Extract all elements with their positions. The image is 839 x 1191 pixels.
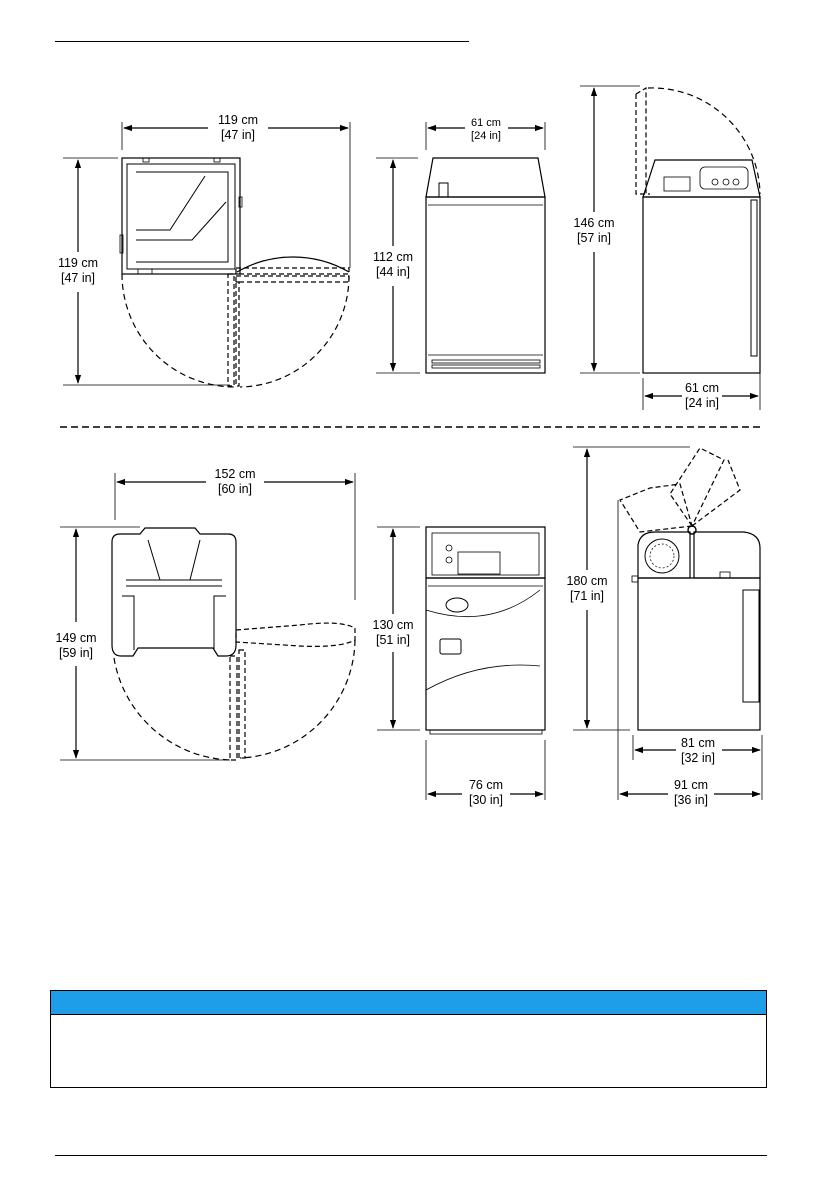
side-view-height-in: [57 in] <box>576 231 612 245</box>
front-view-large <box>377 527 545 800</box>
top-view-small <box>60 122 350 387</box>
top-view-large-depth-cm: 149 cm <box>55 631 97 645</box>
notice-header-bar <box>51 991 766 1015</box>
top-view-large-depth-in: [59 in] <box>58 646 94 660</box>
side-view-small <box>580 86 760 410</box>
front-view-large-width-in: [30 in] <box>468 793 504 807</box>
front-view-height-in: [44 in] <box>375 265 411 279</box>
top-view-depth-in: [47 in] <box>60 271 96 285</box>
top-view-width-in: [47 in] <box>220 128 256 142</box>
front-view-width-in: [24 in] <box>471 130 501 142</box>
side-view-large-height-in: [71 in] <box>569 589 605 603</box>
side-view-large <box>573 447 762 800</box>
top-view-large-width-cm: 152 cm <box>214 467 256 481</box>
front-view-large-height-in: [51 in] <box>375 633 411 647</box>
top-view-depth-cm: 119 cm <box>57 256 99 270</box>
notice-box <box>50 990 767 1088</box>
front-view-width-cm: 61 cm <box>471 117 501 129</box>
side-view-large-height-cm: 180 cm <box>566 574 608 588</box>
side-view-large-open-depth-cm: 91 cm <box>673 778 709 792</box>
side-view-large-open-depth-in: [36 in] <box>673 793 709 807</box>
side-view-depth-cm: 61 cm <box>684 381 720 395</box>
top-view-width-cm: 119 cm <box>217 113 259 127</box>
top-view-large <box>60 473 355 760</box>
top-view-large-width-in: [60 in] <box>217 482 253 496</box>
footer-rule <box>55 1155 767 1156</box>
front-view-height-cm: 112 cm <box>372 250 414 264</box>
side-view-height-cm: 146 cm <box>573 216 615 230</box>
side-view-large-depth-cm: 81 cm <box>680 736 716 750</box>
front-view-large-height-cm: 130 cm <box>372 618 414 632</box>
side-view-depth-in: [24 in] <box>684 396 720 410</box>
side-view-large-depth-in: [32 in] <box>680 751 716 765</box>
front-view-large-width-cm: 76 cm <box>468 778 504 792</box>
front-view-small <box>376 122 545 373</box>
